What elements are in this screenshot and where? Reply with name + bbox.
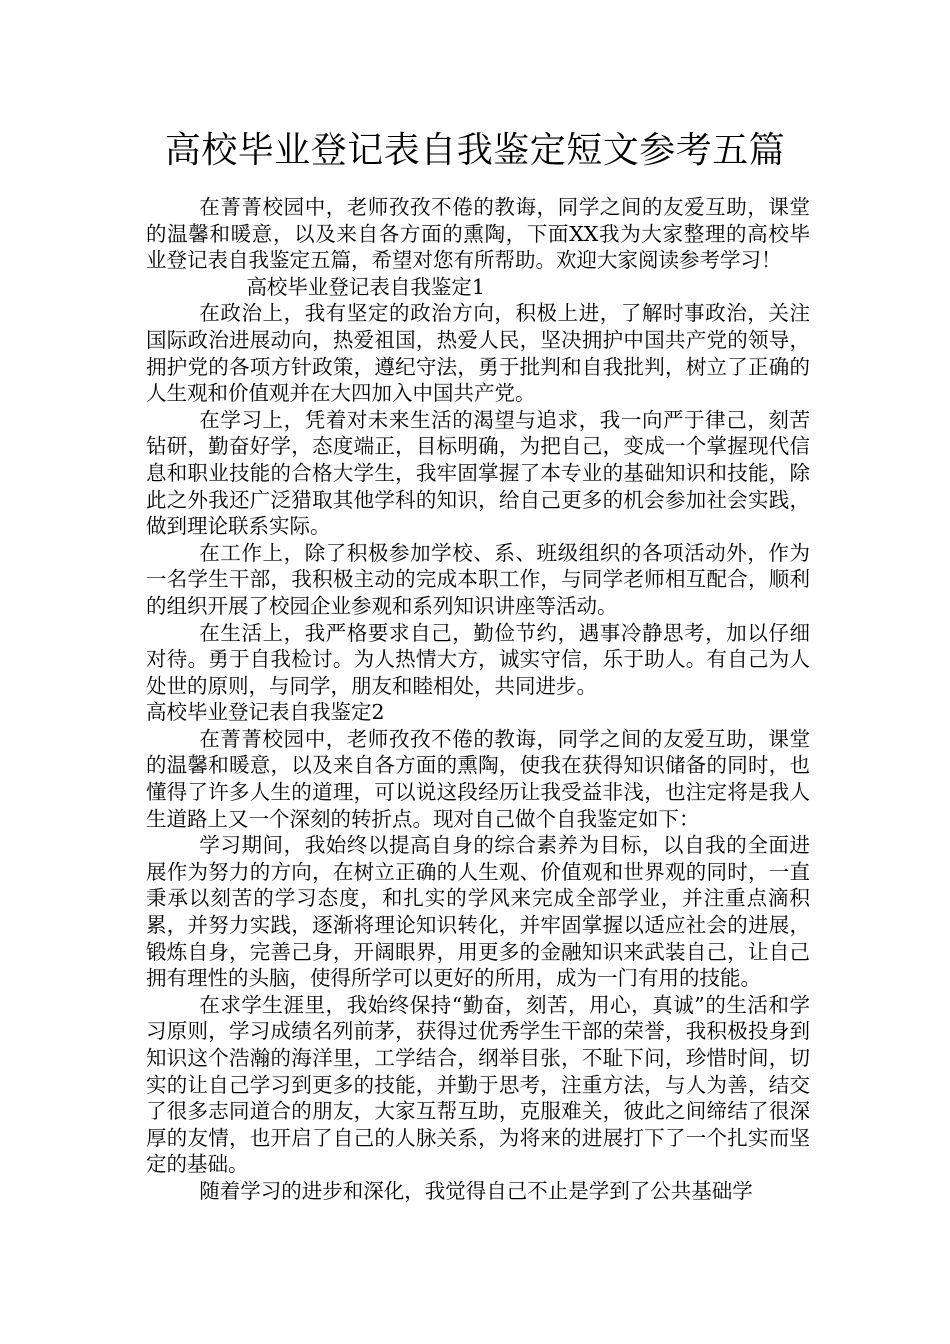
body-paragraph: 在学习上，凭着对未来生活的渴望与追求，我一向严于律己，刻苦钻研，勤奋好学，态度端正，目标明确，为把自己，变成一个掌握现代信息和职业技能的合格大学生，我牢固掌握了本专业的基础知识和技能，除此之外我还广泛猎取其他学科的知识，给自己更多的机会参加社会实践，做到理论联系实际。 — [146, 407, 810, 539]
body-paragraph: 在生活上，我严格要求自己，勤俭节约，遇事冷静思考，加以仔细对待。勇于自我检讨。为人热情大方，诚实守信，乐于助人。有自己为人处世的原则，与同学，朋友和睦相处，共同进步。 — [146, 620, 810, 698]
body-paragraph: 随着学习的进步和深化，我觉得自己不止是学到了公共基础学 — [199, 1178, 753, 1203]
body-paragraph: 学习期间，我始终以提高自身的综合素养为目标，以自我的全面进展作为努力的方向，在树立正确的人生观、价值观和世界观的同时，一直秉承以刻苦的学习态度，和扎实的学风来完成全部学业，并注重点滴积累，并努力实践，逐渐将理论知识转化，并牢固掌握以适应社会的进展，锻炼自身，完善己身，开阔眼界，用更多的金融知识来武装自己，让自己拥有理性的头脑，使得所学可以更好的所用，成为一门有用的技能。 — [146, 833, 810, 991]
body-paragraph: 在菁菁校园中，老师孜孜不倦的教诲，同学之间的友爱互助，课堂的温馨和暖意，以及来自各方面的熏陶，使我在获得知识储备的同时，也懂得了许多人生的道理，可以说这段经历让我受益非浅，也注定将是我人生道路上又一个深刻的转折点。现对自己做个自我鉴定如下： — [146, 726, 810, 831]
document-body — [146, 194, 810, 1205]
body-paragraph: 在工作上，除了积极参加学校、系、班级组织的各项活动外，作为一名学生干部，我积极主动的完成本职工作，与同学老师相互配合，顺利的组织开展了校园企业参观和系列知识讲座等活动。 — [146, 540, 810, 618]
section-heading-1: 高校毕业登记表自我鉴定1 — [246, 274, 485, 299]
body-paragraph: 在政治上，我有坚定的政治方向，积极上进，了解时事政治，关注国际政治进展动向，热爱祖国，热爱人民，坚决拥护中国共产党的领导，拥护党的各项方针政策，遵纪守法，勇于批判和自我批判，树立了正确的人生观和价值观并在大四加入中国共产党。 — [146, 301, 810, 406]
section-heading-2: 高校毕业登记表自我鉴定2 — [146, 700, 385, 725]
body-paragraph: 在求学生涯里，我始终保持“勤奋，刻苦，用心，真诚”的生活和学习原则，学习成绩名列前茅，获得过优秀学生干部的荣誉，我积极投身到知识这个浩瀚的海洋里，工学结合，纲举目张，不耻下问，珍惜时间，切实的让自己学习到更多的技能，并勤于思考，注重方法，与人为善，结交了很多志同道合的朋友，大家互帮互助，克服难关，彼此之间缔结了很深厚的友情，也开启了自己的人脉关系，为将来的进展打下了一个扎实而坚定的基础。 — [146, 992, 810, 1177]
document-title: 高校毕业登记表自我鉴定短文参考五篇 — [164, 130, 786, 171]
intro-paragraph: 在菁菁校园中，老师孜孜不倦的教诲，同学之间的友爱互助，课堂的温馨和暖意，以及来自各方面的熏陶，下面XX我为大家整理的高校毕业登记表自我鉴定五篇，希望对您有所帮助。欢迎大家阅读参考学习！ — [146, 195, 810, 273]
